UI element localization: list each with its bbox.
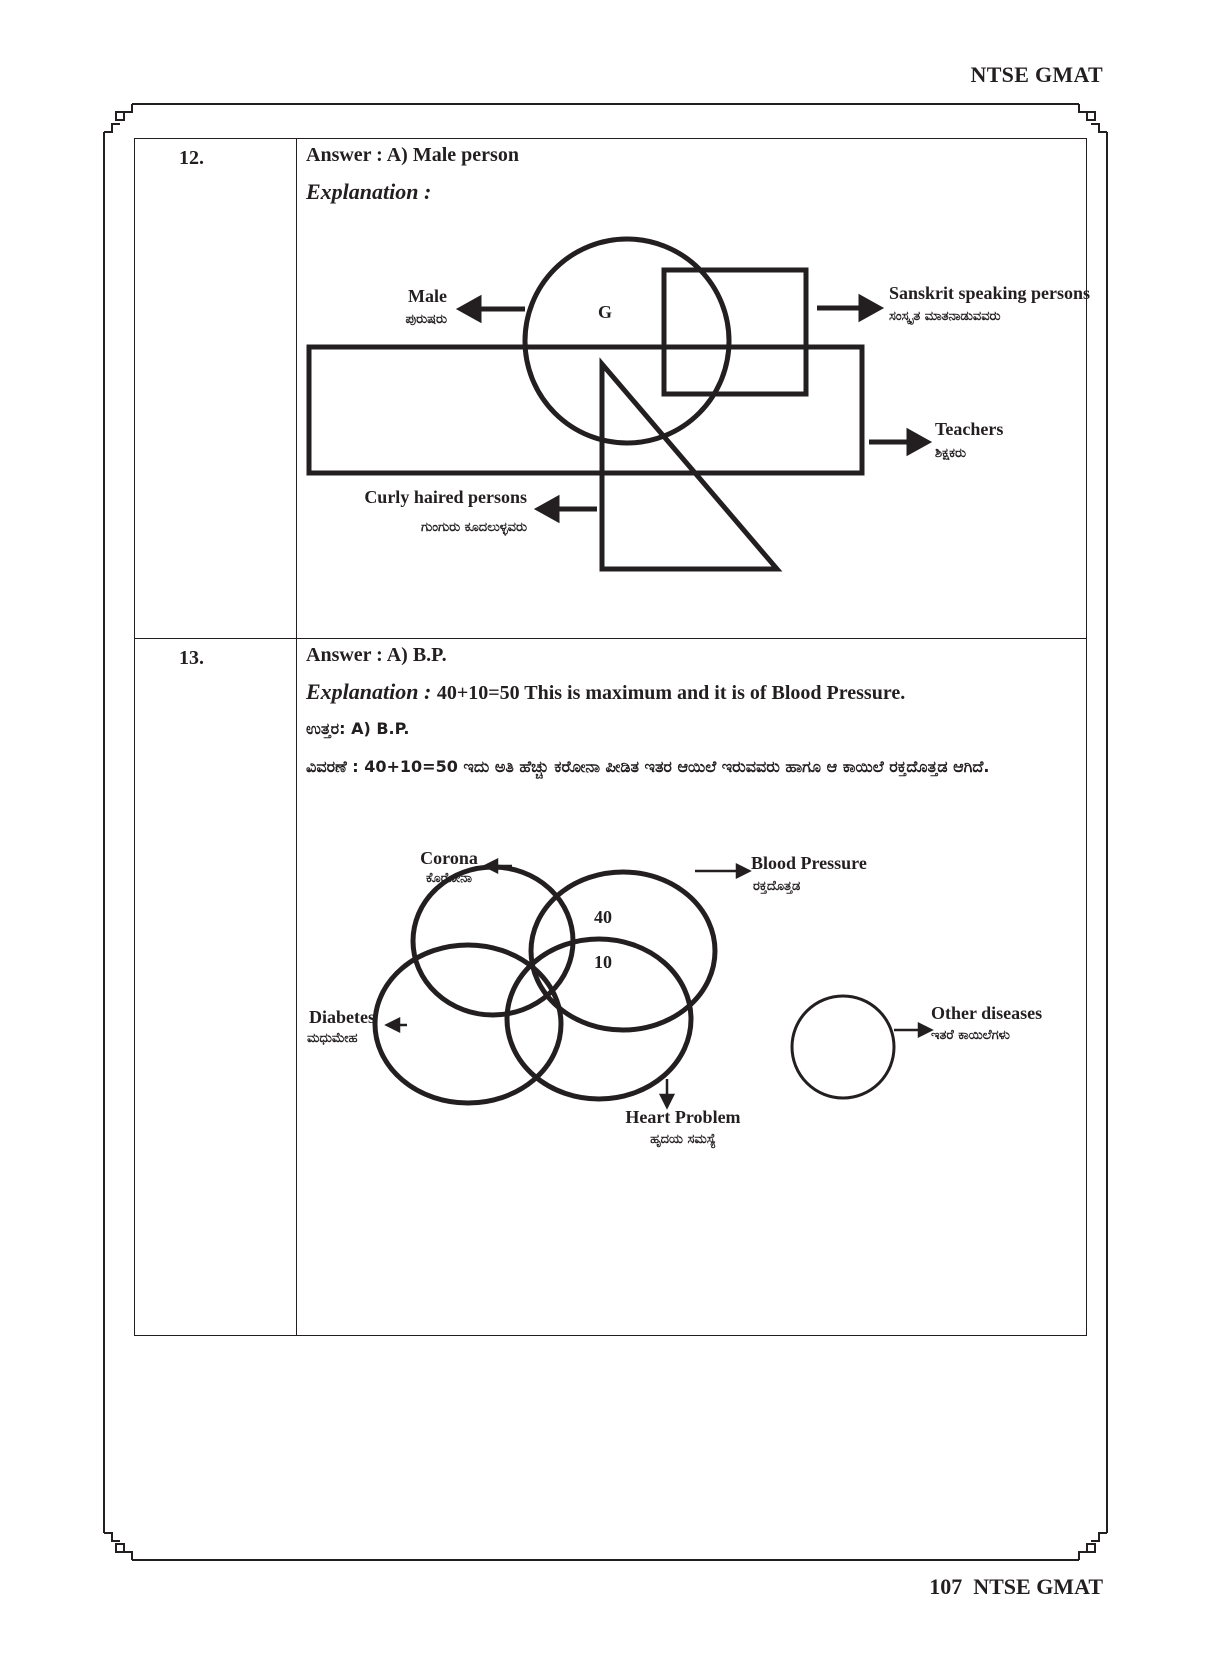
sanskrit-arrow-head <box>861 298 879 318</box>
explanation-text-q13: 40+10=50 This is maximum and it is of Blood Pressure. <box>436 682 906 704</box>
venn-diagram-q13 <box>297 639 1211 1336</box>
other-arrow-head <box>919 1024 931 1036</box>
table-row-q13 <box>135 639 1087 1336</box>
answer-q12: Answer : A) Male person <box>306 144 519 166</box>
corona-arrow-head <box>485 860 497 872</box>
answer-q13: Answer : A) B.P. <box>306 644 447 666</box>
value-40: 40 <box>594 907 612 927</box>
answer-cell-q12 <box>297 139 1091 639</box>
circle-letter-g: G <box>598 302 613 322</box>
value-10: 10 <box>594 952 612 972</box>
label-bp-en: Blood Pressure <box>751 853 867 873</box>
label-corona-kn: ಕೊರೋನಾ <box>426 871 472 886</box>
label-heart-kn: ಹೃದಯ ಸಮಸ್ಯೆ <box>650 1132 716 1147</box>
teachers-arrow-head <box>909 432 927 452</box>
label-diabetes-en: Diabetes <box>309 1007 375 1027</box>
explanation-kn-q13: ವಿವರಣೆ : 40+10=50 ಇದು ಅತಿ ಹೆಚ್ಚು ಕರೋನಾ ಪೀಡಿತ ಇತರ ಆಯಿಲೆ ಇರುವವರು ಹಾಗೂ ಆ ಕಾಯಿಲೆ ರಕ್ತದೊತ್ತಡ ಆಗಿದೆ. <box>306 757 990 776</box>
sanskrit-rectangle <box>664 270 806 394</box>
question-number-13: 13. <box>135 639 297 1336</box>
label-heart-en: Heart Problem <box>625 1107 741 1127</box>
label-teachers-en: Teachers <box>935 419 1004 439</box>
curly-arrow-head <box>539 499 557 519</box>
label-curly-kn: ಗುಂಗುರು ಕೂದಲುಳ್ಳವರು <box>421 520 527 535</box>
corona-ellipse <box>413 867 573 1015</box>
other-diseases-circle <box>792 996 894 1098</box>
answer-cell-q13 <box>297 639 1087 1336</box>
answer-table <box>134 138 1091 1336</box>
label-male-kn: ಪುರುಷರು <box>405 312 447 327</box>
teachers-rectangle <box>309 347 862 473</box>
table-row-q12 <box>135 139 1087 639</box>
label-corona-en: Corona <box>420 848 478 868</box>
diabetes-arrow-head <box>387 1019 399 1031</box>
footer-title: NTSE GMAT <box>973 1574 1103 1599</box>
label-sanskrit-en: Sanskrit speaking persons <box>889 283 1091 303</box>
explanation-label-q12: Explanation : <box>306 179 432 204</box>
label-other-en: Other diseases <box>931 1003 1043 1023</box>
male-arrow-head <box>461 299 479 319</box>
venn-diagram-q12 <box>297 139 1211 639</box>
label-teachers-kn: ಶಿಕ್ಷಕರು <box>935 446 967 461</box>
label-curly-en: Curly haired persons <box>364 487 527 507</box>
explanation-label-q13: Explanation : <box>306 679 432 704</box>
label-sanskrit-kn: ಸಂಸ್ಕೃತ ಮಾತನಾಡುವವರು <box>889 309 1001 324</box>
question-number-12: 12. <box>135 139 297 639</box>
label-diabetes-kn: ಮಧುಮೇಹ <box>307 1031 358 1046</box>
answer-kn-q13: ಉತ್ತರ: A) B.P. <box>306 719 410 738</box>
label-bp-kn: ರಕ್ತದೊತ್ತಡ <box>753 879 801 894</box>
heart-arrow-head <box>661 1095 673 1107</box>
label-male-en: Male <box>408 286 447 306</box>
page-number: 107 <box>929 1574 963 1599</box>
bp-arrow-head <box>737 865 749 877</box>
page-footer <box>929 1574 1103 1600</box>
page-header-title: NTSE GMAT <box>970 62 1103 87</box>
label-other-kn: ಇತರೆ ಕಾಯಿಲೆಗಳು <box>931 1028 1010 1043</box>
